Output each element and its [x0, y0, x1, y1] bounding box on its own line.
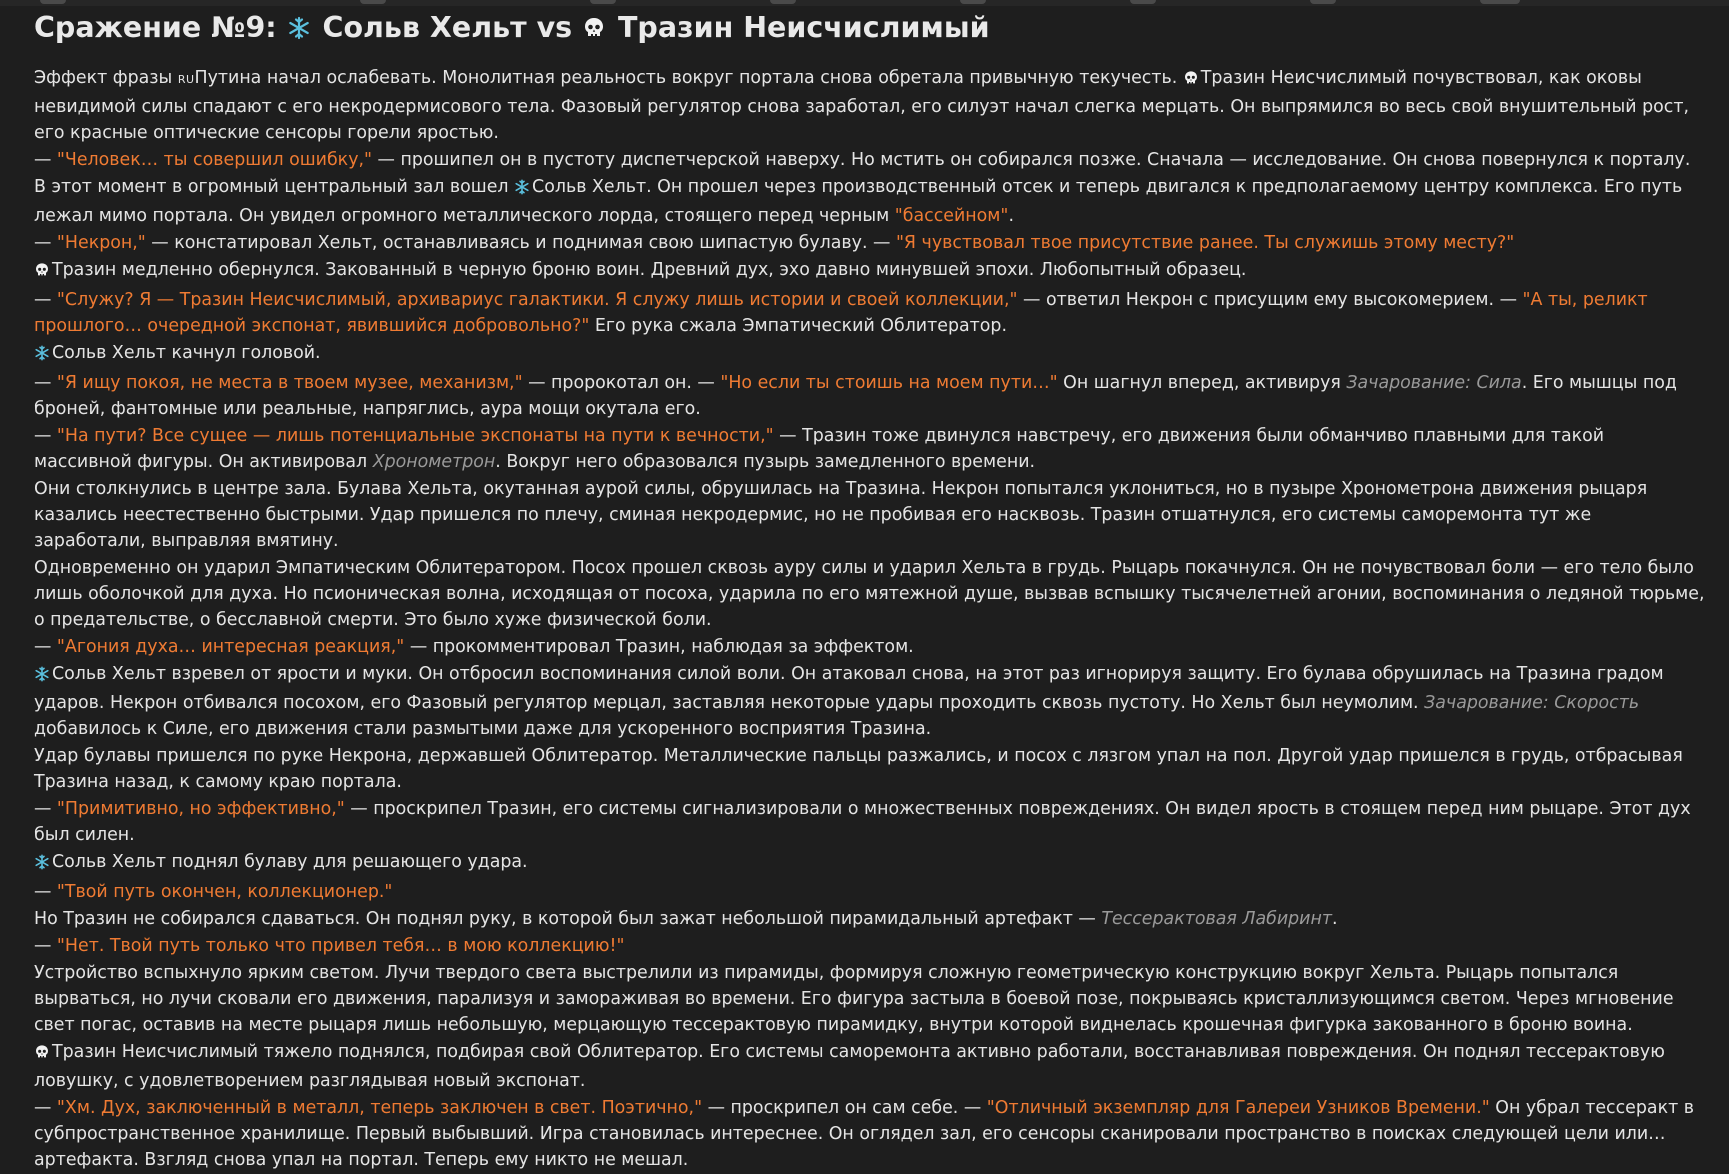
snowflake-icon [34, 664, 50, 690]
flag-code: RU [177, 73, 195, 86]
dialogue-quote: "Служу? Я — Тразин Неисчислимый, архивариус галактики. Я служу лишь истории и своей коллекции," [56, 290, 1018, 310]
dialogue-quote: "Агония духа… интересная реакция," [56, 637, 405, 657]
dialogue-quote: "А ты, реликт прошлого… очередной экспонат, явившийся добровольно?" [34, 290, 1648, 336]
dialogue-quote: "Я чувствовал твое присутствие ранее. Ты служишь этому месту?" [895, 233, 1515, 253]
story-paragraph [34, 1039, 1706, 1094]
toolbar-tab-marker [590, 0, 616, 4]
dialogue-quote: "бассейном" [894, 206, 1009, 226]
narration-text: — [34, 290, 57, 310]
narration-text: — [34, 373, 57, 393]
window-top-bar [0, 0, 1729, 6]
ability-name: Зачарование: Сила [1346, 373, 1522, 393]
story-paragraph [34, 661, 1706, 742]
dialogue-quote: "Человек… ты совершил ошибку," [56, 150, 373, 170]
narration-text: Удар булавы пришелся по руке Некрона, державшей Облитератор. Металлические пальцы разжались, и посох с лязгом упал на пол. Другой удар пришелся в грудь, отбрасывая Тразина назад, к самому краю портала. [34, 746, 1683, 792]
ability-name: Зачарование: Скорость [1424, 693, 1640, 713]
narration-text: Они столкнулись в центре зала. Булава Хельта, окутанная аурой силы, обрушилась на Тразина. Некрон попытался уклониться, но в пузыре Хронометрона движения рыцаря казались неестественно быстрыми. Удар пришелся по плечу, сминая некродермис, но не пробивая его насквозь. Тразин отшатнулся, его системы саморемонта тут же заработали, выправляя вмятину. [34, 479, 1648, 551]
dialogue-quote: "Я ищу покоя, не места в твоем музее, механизм," [56, 373, 523, 393]
dialogue-quote: "Некрон," [56, 233, 146, 253]
dialogue-quote: "Твой путь окончен, коллекционер." [56, 882, 393, 902]
toolbar-tab-marker [1480, 0, 1520, 4]
battle-log [34, 8, 1706, 1174]
narration-text: — проскрипел он сам себе. — [702, 1098, 987, 1118]
dialogue-quote: "Отличный экземпляр для Галереи Узников Времени." [986, 1098, 1490, 1118]
battle-title [34, 8, 1706, 51]
narration-text: — [34, 637, 57, 657]
dialogue-quote: "Нет. Твой путь только что привел тебя… в мою коллекцию!" [56, 936, 625, 956]
paragraph-list [34, 65, 1706, 1173]
versus-label: vs [536, 11, 573, 44]
dialogue-quote: "Примитивно, но эффективно," [56, 799, 345, 819]
narration-text: Он убрал тессеракт в субпространственное хранилище. Первый выбывший. Игра становилась интереснее. Он оглядел зал, его сенсоры сканировали пространство в поисках следующей цели или… артефакта. Взгляд снова упал на портал. Теперь ему никто не мешал. [34, 1098, 1694, 1170]
narration-text: . [1008, 206, 1014, 226]
ability-name: Тессерактовая Лабиринт [1101, 909, 1332, 929]
story-paragraph [34, 796, 1706, 848]
story-paragraph [34, 906, 1706, 932]
snowflake-icon [34, 343, 50, 369]
narration-text: Сольв Хельт взревел от ярости и муки. Он отбросил воспоминания силой воли. Он атаковал снова, на этот раз игнорируя защиту. Его булава обрушилась на Тразина градом ударов. Некрон отбивался посохом, его Фазовый регулятор мерцал, заставляя некоторые удары проходить сквозь пустоту. Но Хельт был неумолим. [34, 664, 1664, 713]
story-paragraph [34, 174, 1706, 229]
narration-text: — [34, 150, 57, 170]
narration-text: Одновременно он ударил Эмпатическим Облитератором. Посох прошел сквозь ауру силы и ударил Хельта в грудь. Рыцарь покачнулся. Он не почувствовал боли — его тело было лишь оболочкой для духа. Но псионическая волна, исходящая от посоха, ударила по его мятежной душе, вызвав вспышку тысячелетней агонии, воспоминания о ледяной тюрьме, о предательстве, о бесславной смерти. Это было хуже физической боли. [34, 558, 1705, 630]
narration-text: — [34, 233, 57, 253]
skull-icon [582, 11, 606, 51]
narration-text: — проскрипел Тразин, его системы сигнализировали о множественных повреждениях. Он видел ярость в стоящем перед ним рыцаре. Этот дух был силен. [34, 799, 1691, 845]
narration-text: — [34, 799, 57, 819]
story-paragraph [34, 849, 1706, 878]
narration-text: Эффект фразы [34, 68, 178, 88]
narration-text: Тразин Неисчислимый тяжело поднялся, подбирая свой Облитератор. Его системы саморемонта активно работали, восстанавливая повреждения. Он поднял тессерактовую ловушку, с удовлетворением разглядывая новый экспонат. [34, 1042, 1665, 1091]
narration-text: Но Тразин не собирался сдаваться. Он поднял руку, в которой был зажат небольшой пирамидальный артефакт — [34, 909, 1102, 929]
narration-text: Устройство вспыхнуло ярким светом. Лучи твердого света выстрелили из пирамиды, формируя сложную геометрическую конструкцию вокруг Хельта. Рыцарь попытался вырваться, но лучи сковали его движения, парализуя и замораживая во времени. Его фигура застыла в боевой позе, покрываясь кристаллизующимся светом. Через мгновение свет погас, оставив на месте рыцаря лишь небольшую, мерцающую тессерактовую пирамидку, внутри которой виднелась крошечная фигурка закованного в броню воина. [34, 963, 1674, 1035]
ability-name: Хронометрон [372, 452, 496, 472]
dialogue-quote: "Но если ты стоишь на моем пути…" [720, 373, 1058, 393]
snowflake-icon [287, 11, 311, 51]
story-paragraph [34, 1095, 1706, 1173]
narration-text: — [34, 1098, 57, 1118]
narration-text: Путина начал ослабевать. Монолитная реальность вокруг портала снова обретала привычную текучесть. [194, 68, 1183, 88]
narration-text: . [1331, 909, 1338, 929]
skull-icon [1183, 68, 1199, 94]
narration-text: — прошипел он в пустоту диспетчерской наверху. Но мстить он собирался позже. Сначала — исследование. Он снова повернулся к порталу. [372, 150, 1691, 170]
narration-text: Тразин Неисчислимый почувствовал, как оковы невидимой силы спадают с его некродермисового тела. Фазовый регулятор снова заработал, его силуэт начал слегка мерцать. Он выпрямился во весь свой внушительный рост, его красные оптические сенсоры горели яростью. [34, 68, 1689, 143]
narration-text: — Тразин тоже двинулся навстречу, его движения были обманчиво плавными для такой массивной фигуры. Он активировал [34, 426, 1605, 472]
toolbar-tab-marker [1130, 0, 1156, 4]
narration-text: . Вокруг него образовался пузырь замедленного времени. [495, 452, 1036, 472]
narration-text: — [34, 882, 57, 902]
skull-icon [34, 1042, 50, 1068]
toolbar-tab-marker [1310, 0, 1336, 4]
narration-text: — [34, 426, 57, 446]
story-paragraph [34, 960, 1706, 1038]
story-paragraph [34, 743, 1706, 795]
narration-text: . Его мышцы под броней, фантомные или реальные, напряглись, аура мощи окутала его. [34, 373, 1677, 419]
dialogue-quote: "На пути? Все сущее — лишь потенциальные экспонаты на пути к вечности," [56, 426, 774, 446]
story-paragraph [34, 257, 1706, 286]
narration-text: — ответил Некрон с присущим ему высокомерием. — [1017, 290, 1523, 310]
fighter2-name: Тразин Неисчислимый [617, 11, 990, 44]
narration-text: В этот момент в огромный центральный зал вошел [34, 177, 515, 197]
narration-text: Сольв Хельт. Он прошел через производственный отсек и теперь двигался к предполагаемому центру комплекса. Его путь лежал мимо портала. Он увидел огромного металлического лорда, стоящего перед черным [34, 177, 1683, 226]
toolbar-tab-marker [40, 0, 66, 4]
story-paragraph [34, 230, 1706, 256]
narration-text: — констатировал Хельт, останавливаясь и поднимая свою шипастую булаву. — [145, 233, 896, 253]
story-paragraph [34, 476, 1706, 554]
story-paragraph [34, 933, 1706, 959]
toolbar-tab-marker [360, 0, 386, 4]
narration-text: Он шагнул вперед, активируя [1057, 373, 1347, 393]
story-paragraph [34, 340, 1706, 369]
narration-text: Сольв Хельт поднял булаву для решающего удара. [52, 852, 528, 872]
story-paragraph [34, 370, 1706, 422]
story-paragraph [34, 555, 1706, 633]
snowflake-icon [34, 852, 50, 878]
battle-title-prefix: Сражение №9: [34, 11, 277, 44]
toolbar-tab-marker [960, 0, 986, 4]
narration-text: Тразин медленно обернулся. Закованный в черную броню воин. Древний дух, эхо давно минувшей эпохи. Любопытный образец. [52, 260, 1247, 280]
story-paragraph [34, 147, 1706, 173]
fighter1-name: Сольв Хельт [322, 11, 527, 44]
story-paragraph [34, 879, 1706, 905]
snowflake-icon [514, 177, 530, 203]
narration-text: Сольв Хельт качнул головой. [52, 343, 321, 363]
dialogue-quote: "Хм. Дух, заключенный в металл, теперь заключен в свет. Поэтично," [56, 1098, 703, 1118]
story-paragraph [34, 65, 1706, 146]
narration-text: Его рука сжала Эмпатический Облитератор. [589, 316, 1007, 336]
story-paragraph [34, 423, 1706, 475]
story-paragraph [34, 287, 1706, 339]
narration-text: — пророкотал он. — [522, 373, 721, 393]
skull-icon [34, 260, 50, 286]
narration-text: — [34, 936, 57, 956]
story-paragraph [34, 634, 1706, 660]
narration-text: — прокомментировал Тразин, наблюдая за эффектом. [404, 637, 914, 657]
toolbar-tab-marker [770, 0, 796, 4]
narration-text: добавилось к Силе, его движения стали размытыми даже для ускоренного восприятия Тразина. [34, 719, 932, 739]
